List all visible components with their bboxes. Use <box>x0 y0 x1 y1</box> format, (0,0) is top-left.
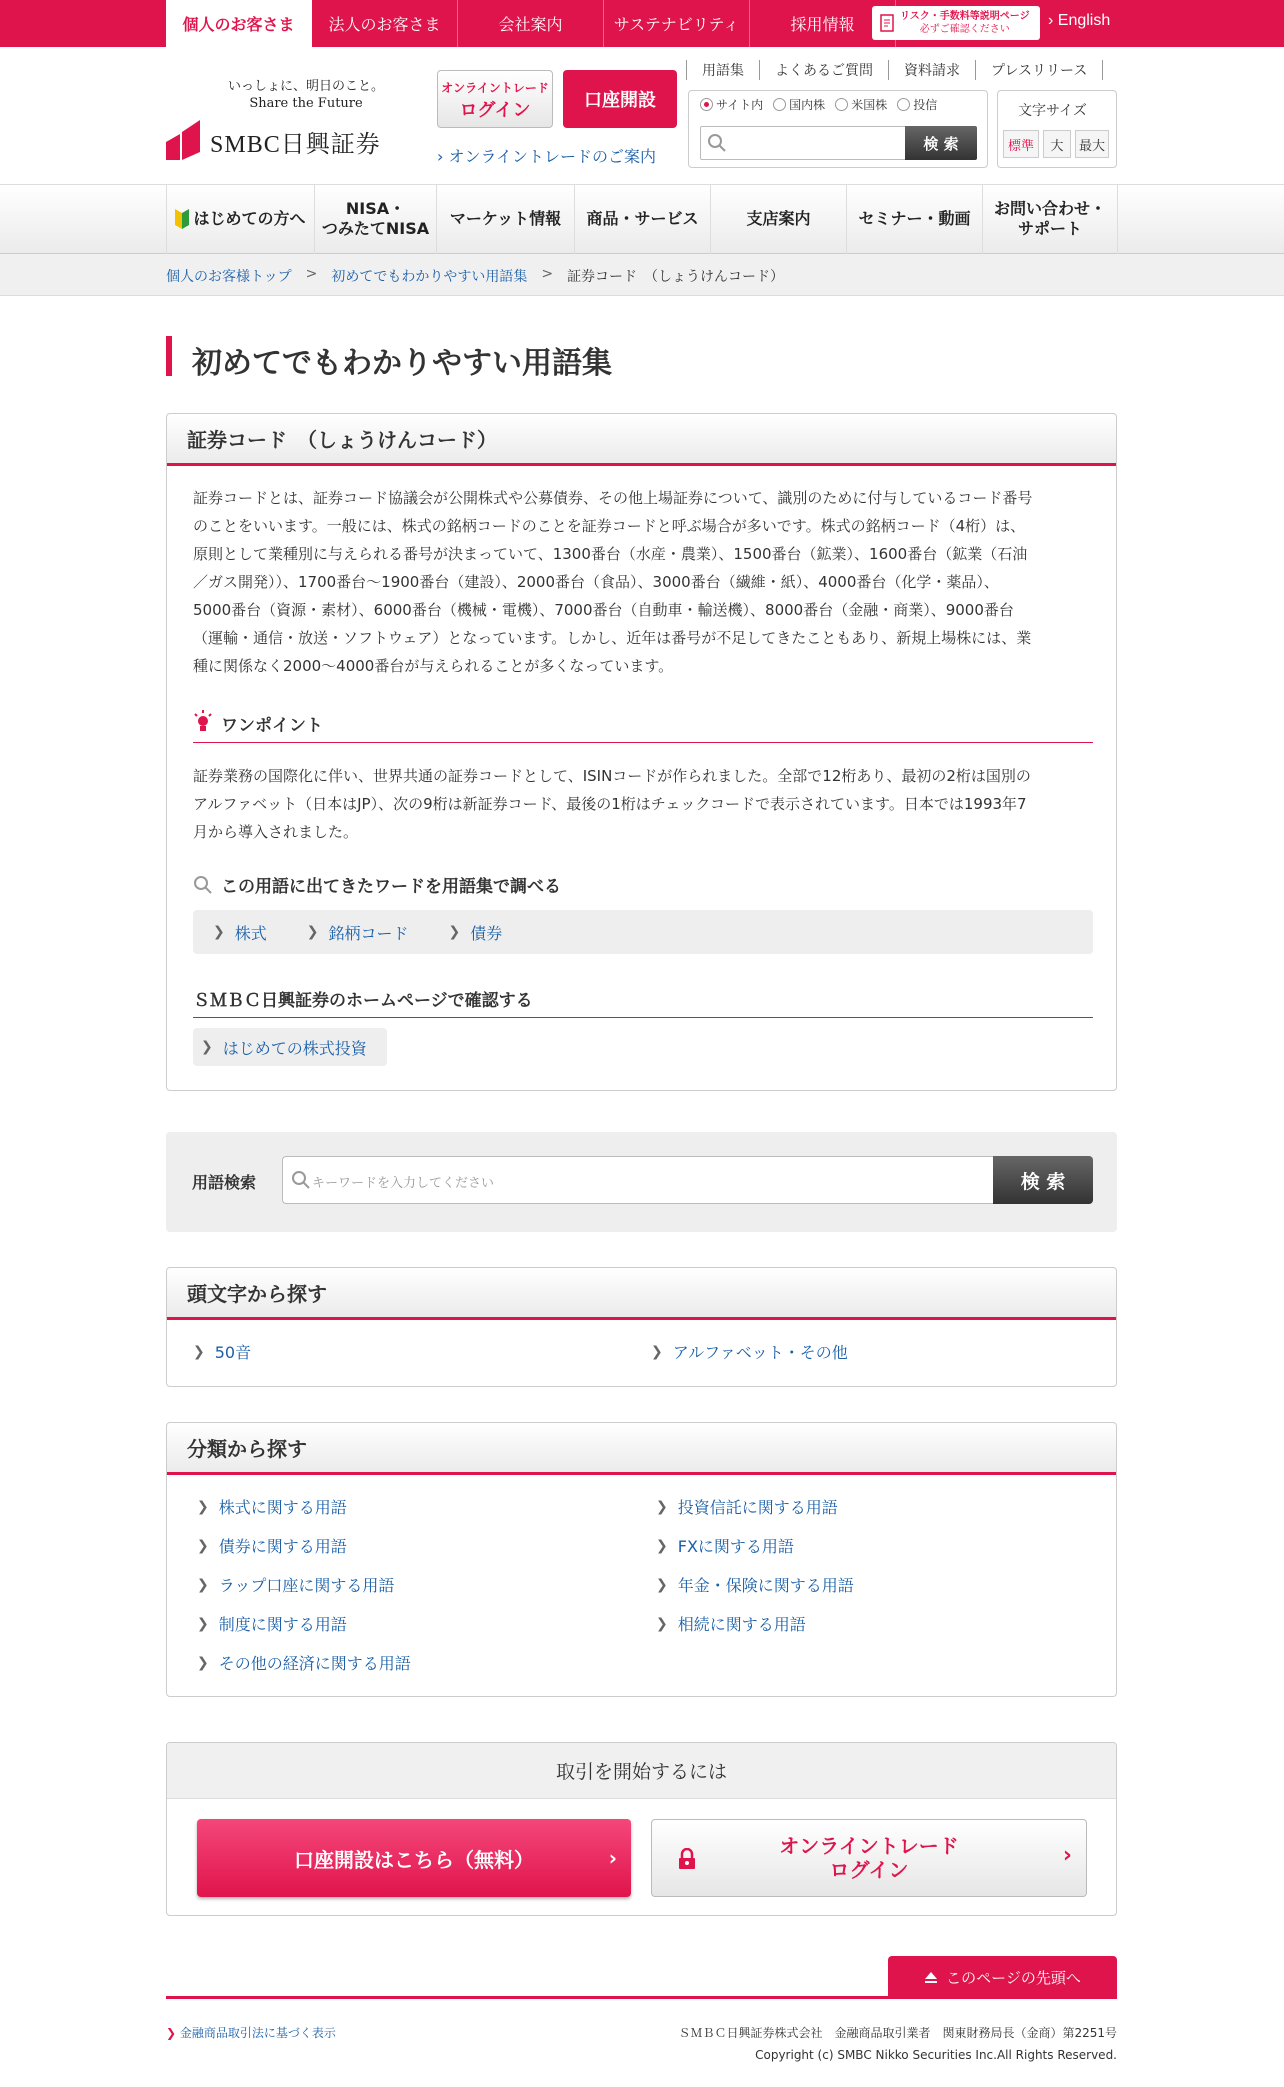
radio-icon <box>773 98 786 111</box>
category-link-system[interactable] <box>197 1612 347 1635</box>
homepage-link-stock-investing[interactable] <box>201 1036 367 1059</box>
radio-icon <box>897 98 910 111</box>
category-link-fx[interactable] <box>656 1534 794 1557</box>
gnav-nisa[interactable]: NISA・ つみたてNISA <box>314 184 436 254</box>
chevron-right-icon: › <box>608 1846 617 1870</box>
font-size-largest[interactable]: 最大 <box>1075 130 1109 158</box>
utility-glossary[interactable]: 用語集 <box>686 60 759 80</box>
category-link-label: ラップ口座に関する用語 <box>218 1576 395 1595</box>
font-size-large[interactable]: 大 <box>1043 130 1071 158</box>
trade-login-line1: オンライントレード <box>779 1834 959 1858</box>
search-icon <box>291 1170 311 1190</box>
gnav-support[interactable]: お問い合わせ・ サポート <box>982 184 1118 254</box>
gnav-market[interactable]: マーケット情報 <box>436 184 574 254</box>
chevron-right-icon: ❯ <box>197 1576 209 1593</box>
radio-site-label: サイト内 <box>716 98 764 112</box>
definition-line: 証券コードとは、証券コード協議会が公開株式や公募債券、その他上場証券について、識別のために付与しているコード番号 <box>193 489 1033 507</box>
initial-search-box <box>166 1267 1117 1387</box>
related-link-code[interactable] <box>307 921 409 944</box>
online-trade-login-button[interactable] <box>437 70 553 128</box>
law-disclosure-label: 金融商品取引法に基づく表示 <box>179 2026 336 2040</box>
chevron-right-icon: ❯ <box>193 1343 205 1360</box>
utility-links <box>686 60 1103 80</box>
onepoint-line: アルファベット（日本はJP）、次の9桁は新証券コード、最後の1桁はチェックコードで表示されています。日本では1993年7 <box>193 795 1027 813</box>
homepage-link-label: はじめての株式投資 <box>222 1038 367 1058</box>
breadcrumb-current: 証券コード （しょうけんコード） <box>567 269 785 285</box>
breadcrumb-separator-icon: > <box>541 266 554 282</box>
header-search-button[interactable]: 検 索 <box>905 126 977 160</box>
tab-individual[interactable]: 個人のお客さま <box>166 0 312 47</box>
font-size-label: 文字サイズ <box>1018 103 1087 119</box>
risk-fee-note: 必ずご確認ください <box>919 24 1010 35</box>
related-link-stock[interactable] <box>213 921 267 944</box>
page-top-label: このページの先頭へ <box>946 1968 1081 1987</box>
onepoint-text <box>193 762 1103 846</box>
related-link-bond[interactable] <box>449 921 503 944</box>
chevron-right-icon: ❯ <box>656 1498 668 1515</box>
footer-divider <box>166 1996 1117 1999</box>
search-icon <box>707 133 727 153</box>
gnav-beginners-label: はじめての方へ <box>193 209 306 228</box>
search-icon <box>193 875 213 895</box>
utility-press[interactable]: プレスリリース <box>975 60 1103 80</box>
category-link-label: FXに関する用語 <box>677 1537 794 1556</box>
tagline-en: Share the Future <box>249 96 363 111</box>
trade-login-line2: ログイン <box>829 1858 909 1882</box>
chevron-right-icon: ❯ <box>201 1039 213 1055</box>
radio-site[interactable] <box>700 96 763 113</box>
definition-line: （運輸・通信・放送・ソフトウェア）となっています。しかし、近年は番号が不足してきたこともあり、新規上場株には、業 <box>193 629 1032 647</box>
definition-line: ／ガス開発））、1700番台～1900番台（建設）、2000番台（食品）、3000番台（繊維・紙）、4000番台（化学・薬品）、 <box>193 573 999 591</box>
related-link-label: 銘柄コード <box>328 923 409 943</box>
utility-faq[interactable]: よくあるご質問 <box>759 60 888 80</box>
onepoint-heading <box>193 710 1093 743</box>
definition-line: 原則として業種別に与えられる番号が決まっていて、1300番台（水産・農業）、1500番台（鉱業）、1600番台（鉱業（石油 <box>193 545 1028 563</box>
initial-link-alphabet[interactable] <box>651 1340 848 1363</box>
radio-selected-icon <box>700 98 713 111</box>
definition-line: 種に関係なく2000～4000番台が与えられることが多くなっています。 <box>193 657 674 675</box>
chevron-right-icon: ❯ <box>656 1615 668 1632</box>
related-link-label: 債券 <box>470 923 503 943</box>
radio-us-label: 米国株 <box>851 98 888 112</box>
onepoint-line: 証券業務の国際化に伴い、世界共通の証券コードとして、ISINコードが作られました。全部で12桁あり、最初の2桁は国別の <box>193 767 1031 785</box>
chevron-right-icon: › <box>437 147 444 166</box>
start-trading-box <box>166 1742 1117 1916</box>
breadcrumb-separator-icon: > <box>305 266 318 282</box>
search-scope-radios <box>700 96 947 113</box>
breadcrumb-home[interactable]: 個人のお客様トップ <box>166 269 292 285</box>
category-link-label: 制度に関する用語 <box>218 1615 347 1634</box>
tab-recruit[interactable]: 採用情報 <box>750 0 896 47</box>
logo-tagline <box>228 78 384 112</box>
page-title: 初めてでもわかりやすい用語集 <box>192 346 612 381</box>
chevron-right-icon: ❯ <box>656 1576 668 1593</box>
chevron-right-icon: ❯ <box>656 1537 668 1554</box>
chevron-right-icon: ❯ <box>306 924 319 940</box>
category-link-fund[interactable] <box>656 1495 838 1518</box>
document-icon <box>880 14 894 32</box>
login-button-line2: ログイン <box>459 100 531 121</box>
glossary-search-label: 用語検索 <box>192 1173 257 1192</box>
english-link[interactable] <box>1048 12 1110 30</box>
utility-materials[interactable]: 資料請求 <box>888 60 975 80</box>
radio-domestic-label: 国内株 <box>789 98 826 112</box>
chevron-right-icon: ❯ <box>197 1498 209 1515</box>
beginner-mark-icon <box>175 209 189 229</box>
category-link-economy[interactable] <box>197 1651 411 1674</box>
lock-icon <box>678 1848 696 1870</box>
category-link-wrap[interactable] <box>197 1573 394 1596</box>
chevron-right-icon: ❯ <box>197 1537 209 1554</box>
lightbulb-icon <box>193 710 213 736</box>
related-links <box>193 910 1093 954</box>
breadcrumb-glossary[interactable]: 初めてでもわかりやすい用語集 <box>331 269 528 285</box>
chevron-right-icon: ❯ <box>213 924 225 940</box>
gnav-products[interactable]: 商品・サービス <box>574 184 710 254</box>
title-accent-bar <box>166 336 172 376</box>
definition-line: のことをいいます。一般には、株式の銘柄コードのことを証券コードと呼ぶ場合が多いです。株式の銘柄コード（4桁）は、 <box>193 517 1026 535</box>
initial-search-title: 頭文字から探す <box>167 1268 1116 1320</box>
english-label: English <box>1057 12 1111 29</box>
tab-corporate[interactable]: 法人のお客さま <box>312 0 458 47</box>
related-link-label: 株式 <box>234 923 267 943</box>
homepage-title: ＳＭＢＣ日興証券のホームページで確認する <box>193 986 1093 1018</box>
category-link-stock[interactable] <box>197 1495 347 1518</box>
category-link-inheritance[interactable] <box>656 1612 806 1635</box>
category-link-label: その他の経済に関する用語 <box>218 1654 411 1673</box>
trade-guide-label: オンライントレードのご案内 <box>448 147 657 166</box>
onepoint-title: ワンポイント <box>221 715 323 736</box>
related-heading <box>193 872 561 897</box>
online-trade-guide-link[interactable] <box>437 144 656 167</box>
risk-fee-title: リスク・手数料等説明ページ <box>900 11 1030 22</box>
radio-domestic-stock[interactable] <box>773 96 825 113</box>
radio-fund[interactable] <box>897 96 937 113</box>
term-title: 証券コード （しょうけんコード） <box>167 414 1116 466</box>
open-account-free-label: 口座開設はこちら（無料） <box>294 1847 534 1872</box>
gnav-seminars[interactable]: セミナー・動画 <box>846 184 982 254</box>
gnav-beginners[interactable] <box>166 184 314 254</box>
term-definition <box>193 484 1103 680</box>
homepage-links <box>193 1028 387 1066</box>
start-trading-title: 取引を開始するには <box>167 1743 1116 1799</box>
term-box <box>166 413 1117 1091</box>
login-button-line1: オンライントレード <box>441 81 549 95</box>
category-link-bond[interactable] <box>197 1534 347 1557</box>
initial-link-label: 50音 <box>214 1343 252 1362</box>
radio-us-stock[interactable] <box>835 96 887 113</box>
category-link-label: 債券に関する用語 <box>218 1537 347 1556</box>
logo-text[interactable]: SMBC日興証券 <box>210 132 381 158</box>
tab-company[interactable]: 会社案内 <box>458 0 604 47</box>
chevron-right-icon: ❯ <box>197 1615 209 1632</box>
category-link-label: 株式に関する用語 <box>218 1498 347 1517</box>
category-link-label: 相続に関する用語 <box>677 1615 806 1634</box>
chevron-right-icon: ❯ <box>448 924 461 940</box>
font-size-standard[interactable]: 標準 <box>1003 130 1039 158</box>
tagline-jp: いっしょに、明日のこと。 <box>228 79 385 94</box>
category-link-label: 投資信託に関する用語 <box>677 1498 838 1517</box>
category-link-pension[interactable] <box>656 1573 854 1596</box>
open-account-button[interactable]: 口座開設 <box>563 70 677 128</box>
radio-icon <box>835 98 848 111</box>
chevron-right-icon: ❯ <box>166 2026 177 2040</box>
related-title: この用語に出てきたワードを用語集で調べる <box>221 877 561 897</box>
onepoint-line: 月から導入されました。 <box>193 823 359 841</box>
definition-line: 5000番台（資源・素材）、6000番台（機械・電機）、7000番台（自動車・輸送機）、8000番台（金融・商業）、9000番台 <box>193 601 1014 619</box>
top-nav <box>166 0 896 47</box>
breadcrumb <box>166 266 784 286</box>
risk-fee-button[interactable] <box>872 6 1040 40</box>
initial-link-kana[interactable] <box>193 1340 251 1363</box>
category-link-label: 年金・保険に関する用語 <box>677 1576 854 1595</box>
radio-fund-label: 投信 <box>913 98 938 112</box>
smbc-logo-mark-icon[interactable] <box>166 112 202 160</box>
chevron-right-icon: › <box>1062 1843 1072 1868</box>
copyright: Copyright (c) SMBC Nikko Securities Inc.All Rights Reserved. <box>755 2048 1117 2062</box>
category-search-title: 分類から探す <box>167 1423 1116 1475</box>
glossary-search-placeholder: キーワードを入力してください <box>312 1176 495 1191</box>
page-top-button[interactable] <box>888 1956 1117 1998</box>
open-account-free-button[interactable] <box>197 1819 631 1897</box>
law-disclosure-link[interactable] <box>166 2024 336 2041</box>
header-search-input[interactable] <box>700 126 906 160</box>
tab-sustainability[interactable]: サステナビリティ <box>604 0 750 47</box>
gnav-branches[interactable]: 支店案内 <box>710 184 846 254</box>
chevron-right-icon: ❯ <box>651 1343 663 1360</box>
glossary-search-button[interactable]: 検 索 <box>993 1156 1093 1204</box>
chevron-right-icon: › <box>1048 12 1054 29</box>
online-trade-login-large-button[interactable] <box>651 1819 1087 1897</box>
chevron-right-icon: ❯ <box>197 1654 209 1671</box>
arrow-up-icon <box>924 1970 938 1984</box>
category-search-box <box>166 1422 1117 1697</box>
company-registration: ＳＭＢＣ日興証券株式会社 金融商品取引業者 関東財務局長（金商）第2251号 <box>678 2026 1117 2040</box>
initial-link-label: アルファベット・その他 <box>672 1343 848 1362</box>
